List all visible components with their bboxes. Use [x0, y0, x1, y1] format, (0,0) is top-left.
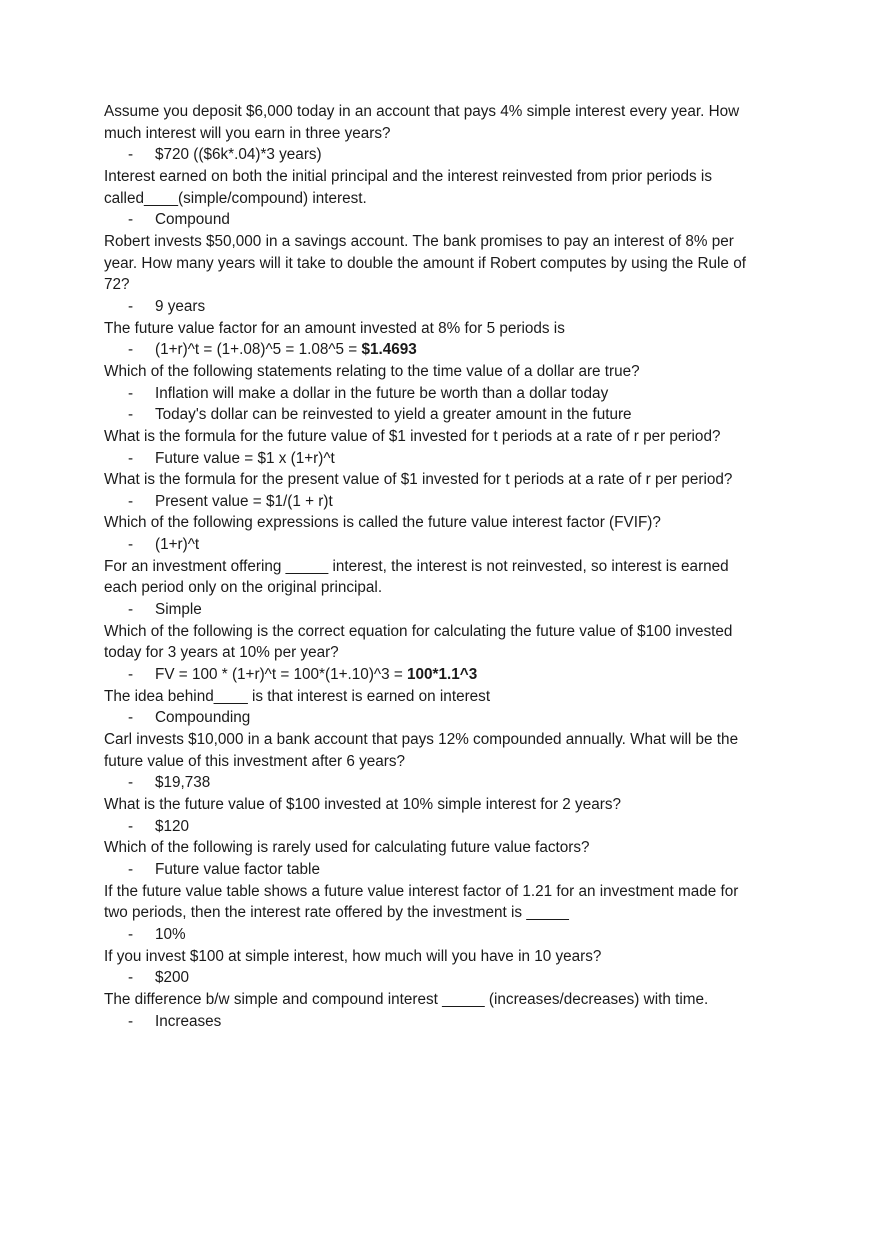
- answer-item: [104, 296, 784, 318]
- question-line: For an investment offering _____ interest, the interest is not reinvested, so interest is earned: [104, 557, 729, 575]
- bullet-dash: -: [128, 341, 134, 359]
- answer-text: [155, 404, 632, 426]
- answer-text: [155, 534, 199, 556]
- question-line: What is the future value of $100 invested at 10% simple interest for 2 years?: [104, 796, 621, 813]
- answer-text-plain: Compound: [155, 211, 230, 229]
- answer-item: [104, 404, 784, 426]
- answer-item: [104, 924, 784, 946]
- question-line: If you invest $100 at simple interest, how much will you have in 10 years?: [104, 947, 602, 965]
- answer-item: [104, 448, 784, 470]
- question-line: called____(simple/compound) interest.: [104, 189, 367, 207]
- bullet-dash: -: [128, 384, 134, 402]
- question-line: Interest earned on both the initial principal and the interest reinvested from prior periods is: [104, 167, 712, 185]
- answer-text-plain: FV = 100 * (1+r)^t = 100*(1+.10)^3 =: [155, 666, 408, 684]
- question-line: each period only on the original principal.: [104, 579, 383, 597]
- question-line: What is the formula for the future value of $1 invested for t periods at a rate of r per period?: [104, 427, 721, 445]
- answer-text-plain: $720 (($6k*.04)*3 years): [155, 146, 322, 164]
- question-line: two periods, then the interest rate offered by the investment is _____: [104, 904, 569, 922]
- answer-text: [155, 296, 205, 318]
- question-line: Robert invests $50,000 in a savings account. The bank promises to pay an interest of 8% per: [104, 232, 734, 250]
- question-line: If the future value table shows a future value interest factor of 1.21 for an investment made for: [104, 882, 739, 900]
- answer-item: [104, 491, 784, 513]
- answer-text: [155, 383, 608, 405]
- question-line: today for 3 years at 10% per year?: [104, 644, 339, 662]
- question-line: Which of the following is the correct equation for calculating the future value of $100 invested: [104, 622, 733, 640]
- bullet-dash: -: [128, 536, 134, 554]
- bullet-dash: -: [128, 666, 134, 684]
- answer-item: [104, 664, 784, 686]
- bullet-dash: -: [128, 211, 134, 229]
- answer-text-plain: $120: [155, 817, 190, 835]
- answer-text-plain: Simple: [155, 601, 202, 619]
- question-line: future value of this investment after 6 years?: [104, 752, 405, 770]
- bullet-dash: -: [128, 774, 134, 792]
- question-line: much interest will you earn in three years?: [104, 124, 391, 142]
- answer-text-plain: Future value factor table: [155, 860, 320, 878]
- question-line: Which of the following is rarely used for calculating future value factors?: [104, 839, 590, 857]
- answer-text-plain: (1+r)^t: [155, 536, 200, 554]
- answer-text-plain: (1+r)^t = (1+.08)^5 = 1.08^5 =: [155, 341, 362, 359]
- answer-item: [104, 772, 784, 794]
- question-line: The future value factor for an amount invested at 8% for 5 periods is: [104, 319, 565, 337]
- question-line: Assume you deposit $6,000 today in an account that pays 4% simple interest every year. How: [104, 103, 740, 120]
- answer-text: [155, 664, 477, 686]
- bullet-dash: -: [128, 297, 134, 315]
- bullet-dash: -: [128, 601, 134, 619]
- answer-text: [155, 967, 189, 989]
- bullet-dash: -: [128, 449, 134, 467]
- answer-item: [104, 383, 784, 405]
- question-line: Carl invests $10,000 in a bank account that pays 12% compounded annually. What will be the: [104, 731, 739, 749]
- answer-text-plain: Future value = $1 x (1+r)^t: [155, 449, 335, 467]
- bullet-dash: -: [128, 406, 134, 424]
- document-page: [104, 101, 784, 1032]
- answer-item: [104, 859, 784, 881]
- question-line: year. How many years will it take to double the amount if Robert computes by using the Rule of: [104, 254, 746, 272]
- answer-text: [155, 491, 333, 513]
- answer-item: [104, 967, 784, 989]
- answer-text-plain: 9 years: [155, 297, 206, 315]
- answer-text-plain: Inflation will make a dollar in the future be worth than a dollar today: [155, 384, 609, 402]
- answer-text-plain: $200: [155, 969, 190, 987]
- question-line: 72?: [104, 276, 130, 294]
- answer-emphasis: 100*1.1^3: [407, 666, 478, 684]
- answer-text: [155, 816, 189, 838]
- answer-text-plain: Compounding: [155, 709, 251, 727]
- answer-text-plain: Present value = $1/(1 + r)t: [155, 492, 333, 510]
- answer-text: [155, 144, 322, 166]
- answer-text-plain: $19,738: [155, 774, 211, 792]
- bullet-dash: -: [128, 709, 134, 727]
- question-line: Which of the following statements relating to the time value of a dollar are true?: [104, 362, 640, 380]
- answer-text: [155, 707, 250, 729]
- question-line: The idea behind____ is that interest is earned on interest: [104, 687, 491, 705]
- answer-text: [155, 772, 210, 794]
- question-line: Which of the following expressions is called the future value interest factor (FVIF)?: [104, 514, 661, 532]
- answer-text: [155, 339, 417, 361]
- answer-item: [104, 707, 784, 729]
- answer-text-plain: Today's dollar can be reinvested to yield a greater amount in the future: [155, 406, 632, 424]
- answer-item: [104, 534, 784, 556]
- answer-emphasis: $1.4693: [361, 341, 417, 359]
- bullet-dash: -: [128, 146, 134, 164]
- answer-item: [104, 144, 784, 166]
- answer-text: [155, 924, 186, 946]
- question-line: The difference b/w simple and compound interest _____ (increases/decreases) with time.: [104, 990, 709, 1008]
- bullet-dash: -: [128, 1012, 134, 1030]
- answer-item: [104, 599, 784, 621]
- answer-item: [104, 209, 784, 231]
- answer-text: [155, 599, 202, 621]
- answer-text: [155, 209, 230, 231]
- bullet-dash: -: [128, 969, 134, 987]
- bullet-dash: -: [128, 925, 134, 943]
- answer-text: [155, 1011, 221, 1033]
- bullet-dash: -: [128, 817, 134, 835]
- answer-text: [155, 448, 335, 470]
- bullet-dash: -: [128, 860, 134, 878]
- bullet-dash: -: [128, 492, 134, 510]
- question-line: What is the formula for the present value of $1 invested for t periods at a rate of r per period?: [104, 471, 733, 489]
- answer-item: [104, 816, 784, 838]
- answer-text-plain: Increases: [155, 1012, 222, 1030]
- answer-item: [104, 339, 784, 361]
- answer-item: [104, 1011, 784, 1033]
- answer-text-plain: 10%: [155, 925, 186, 943]
- answer-text: [155, 859, 320, 881]
